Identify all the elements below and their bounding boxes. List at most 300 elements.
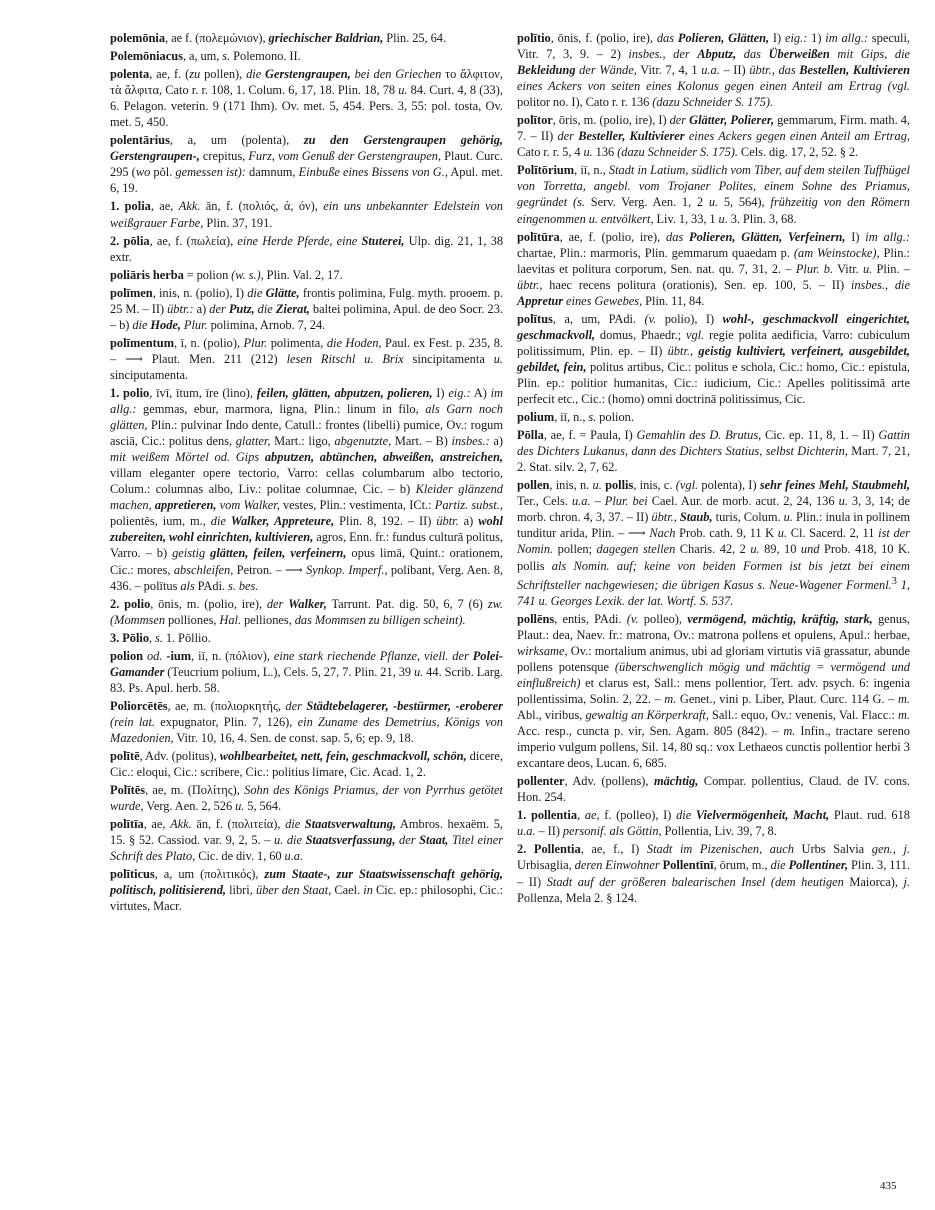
entry-text: j. [903, 874, 911, 889]
entry-text: polibant, Verg. Aen. 8, 436. – polītus [110, 562, 504, 593]
entry-text: Plin.: laevitas et politura corporum, Sen. nat. qu. 7, 31, 2. – [517, 245, 910, 276]
entry-text: Plin. 25, 64. [383, 31, 447, 45]
entry-text: 3. Plin. 3, 68. [727, 211, 797, 226]
entry-text: übtr., das [749, 63, 796, 78]
entry-text: eig.: [784, 31, 808, 45]
entry-text: , ae f. (πολεμώνιον), [165, 31, 269, 45]
entry-text: damnum, [245, 165, 299, 180]
entry-text: , Adv. (pollens), [564, 774, 654, 789]
entry-text: Besteller, Kultivierer [578, 129, 685, 144]
entry-text: ān, f. (πολιτεία), [191, 817, 286, 832]
entry-text: speculi, Vitr. 7, 3, 9. – 2) [517, 31, 910, 62]
entry-text: Walker, Appreteure, [230, 514, 335, 529]
entry-text: , ōrum, m., [713, 858, 771, 873]
entry-text: Mart.: ligo, [270, 434, 335, 449]
headword: polītē [110, 749, 140, 764]
entry-text: m. [897, 708, 911, 723]
entry-text: Titel einer Schrift des Plato, [110, 833, 504, 864]
entry-text: (dazu Schneider S. 175). [617, 145, 739, 160]
entry-text: vestes, Plin.: vestimenta, ICt.: [279, 498, 435, 513]
entry-text: übtr., [651, 510, 677, 525]
entry-text: wirksame, [517, 643, 568, 658]
entry-text: Polieren, Glätten, Verfeinern, [689, 229, 846, 244]
entry-text: m. [897, 692, 910, 706]
headword: 2. polio [110, 596, 151, 611]
entry-text: insbes.: [451, 434, 490, 449]
dictionary-entry [110, 816, 503, 864]
dictionary-entry [517, 311, 910, 407]
entry-text: gemmas, ebur, marmora, ligna, Plin.: linum in filo, [136, 402, 426, 417]
entry-text: u. [583, 145, 593, 160]
entry-text: als Garn noch glätten, [110, 402, 503, 433]
entry-text: u. [493, 351, 503, 366]
entry-text: Serv. Verg. Aen. 1, 2 [585, 195, 709, 210]
entry-text: (dazu Schneider S. 175). [652, 95, 774, 110]
entry-text: a) [458, 514, 479, 529]
entry-text: Polemono. II. [230, 49, 301, 64]
entry-text: eine stark riechende Pflanze, viell. der [273, 648, 469, 663]
entry-text: m. [783, 724, 796, 739]
entry-text: feilen, glätten, abputzen, polieren, [256, 385, 433, 400]
entry-text: Plin.: pulvinar Indo dente, Catull.: frontes (libelli) pumice, Ov.: rogum asciā, Cic.: politus dens, [110, 418, 503, 449]
entry-text: u. [708, 195, 719, 210]
dictionary-entry [517, 841, 910, 905]
entry-text: eines Ackers gegen einen Anteil am Ertrag, [688, 129, 910, 144]
headword: Polemōniacus [110, 49, 183, 64]
entry-text: Plur. [243, 335, 268, 350]
entry-text: (vgl. [675, 478, 699, 493]
entry-text: chartae, Plin.: marmoris, Plin. gemmarum quaedam p. [517, 245, 794, 260]
dictionary-entry [110, 596, 503, 628]
entry-text: der [285, 698, 302, 713]
entry-text: sinciputamenta. [110, 367, 189, 382]
entry-text: zw. (Mommsen [110, 596, 504, 627]
entry-text: die Hoden, [326, 335, 382, 350]
entry-text: glatter, [235, 434, 271, 449]
entry-text: villam eleganter opere tectorio, Varro: cellas columbarum albo tectorio, Colum.: columnas albo, Liv.: politae columnae, Cic. – b) [110, 466, 503, 497]
entry-text: polimina, Arnob. 7, 24. [207, 317, 326, 332]
entry-text: Pollenza, Mela 2. § 124. [517, 890, 637, 905]
entry-text: 1. Pōllio. [162, 630, 211, 645]
entry-text: dagegen stellen [596, 542, 676, 557]
headword: 2. pōlia [110, 233, 150, 248]
entry-text: m. [664, 692, 677, 706]
entry-text: Plaut. Curc. 295 ( [110, 149, 503, 180]
headword: 2. Pollentia [517, 842, 581, 857]
entry-text: , ae, f. ( [149, 67, 190, 82]
entry-text: der [399, 833, 416, 848]
entry-text: , [149, 630, 156, 645]
entry-text: Plur. bei [604, 494, 648, 509]
entry-text: , inis, c. [633, 478, 676, 493]
entry-text: (Teucrium polium, L.), Cels. 5, 27, 7. Plin. 21, 39 [164, 664, 414, 679]
entry-text: politor no. I), Cato r. r. 136 [517, 95, 653, 110]
entry-text: dicere, Cic.: eloqui, Cic.: scribere, Cic.: politius limare, Cic. Acad. 1, 2. [110, 749, 504, 780]
entry-text: Staatsverwaltung, [304, 817, 397, 832]
headword: poliāris herba [110, 267, 184, 282]
entry-text: als [180, 578, 195, 593]
entry-text: polleo), [638, 611, 688, 626]
entry-text: sehr feines Mehl, Staubmehl, [759, 478, 910, 493]
entry-text: Hode, [150, 317, 181, 332]
dictionary-entry [517, 162, 910, 226]
entry-text: Infin., tractare sereno imperio vulgum pollens, Sil. 14, 80 sq.: vox Lethaeos cunctis pollentior herbi 3 excantare deos, Lucan. 6, 685. [517, 724, 910, 771]
entry-text: Cl. Sacerd. 2, 11 [787, 526, 879, 541]
entry-text: 1) [807, 31, 826, 45]
headword: Polītōrium [517, 163, 575, 178]
entry-text: die [285, 817, 301, 832]
entry-text [761, 47, 769, 61]
entry-text: über den Staat, [255, 883, 332, 898]
entry-text: et clarus est, Sall.: mens pollentior, Tert. adv. psych. 6: ingenia pollentissima, Solin. 2, 22. – [517, 675, 910, 706]
entry-text: u.a. [284, 849, 304, 864]
entry-text: polimenta, [267, 335, 327, 350]
entry-text: 3 [891, 575, 897, 587]
entry-text: , ī, n. (polio), [174, 335, 244, 350]
entry-text: u. [783, 510, 793, 525]
headword: polium [517, 410, 555, 425]
entry-text: übtr.: [167, 301, 194, 316]
entry-text: eig.: [448, 385, 471, 400]
headword: Pollentīnī [662, 858, 714, 873]
entry-text: u. [750, 542, 760, 557]
entry-text: mit weißem Mörtel od. Gips [110, 450, 260, 465]
dictionary-entry [110, 782, 503, 814]
entry-text: Plin. 11, 84. [642, 293, 705, 308]
right-column [517, 30, 910, 908]
headword: polītīa [110, 817, 144, 832]
entry-text: pŏl. [150, 165, 176, 180]
entry-text: der [209, 301, 226, 316]
entry-text: , a, um (polenta), [169, 133, 304, 148]
entry-text: Mart. – B) [391, 434, 452, 449]
entry-text: – II) [535, 824, 563, 839]
entry-text: u. [413, 664, 424, 679]
entry-text: , inis, n. [549, 478, 593, 493]
entry-text: Liv. 1, 33, 1 [653, 211, 719, 226]
entry-text: I) [845, 229, 866, 244]
headword: -ium [166, 648, 192, 663]
dictionary-entry [110, 385, 503, 594]
entry-text: sincipitamenta [403, 351, 494, 366]
entry-text: – [590, 494, 605, 509]
entry-text: = polion [183, 267, 232, 282]
entry-text: ān, f. (πολιός, ά, όν), [200, 199, 324, 214]
entry-text: personif. als Göttin, [562, 824, 662, 839]
entry-text: die [246, 67, 262, 82]
entry-text: eines Gewebes, [566, 293, 643, 308]
dictionary-entry [110, 30, 503, 46]
entry-text: Gattin des Dichters Lukanus, dann des Dichters Statius, selbst Dichterin, [517, 428, 910, 459]
dictionary-entry [110, 233, 503, 265]
entry-text: polliones, [165, 612, 220, 627]
entry-text: polion. [596, 410, 634, 425]
entry-text: wohl zubereiten, wohl einrichten, kultivieren, [110, 514, 503, 545]
dictionary-entry [110, 698, 503, 746]
entry-text: lesen Ritschl u. Brix [286, 351, 404, 366]
dictionary-entry [517, 477, 910, 609]
entry-text: crepitus, [199, 149, 249, 164]
entry-text: ist der Nomin. [517, 526, 910, 557]
headword: polītūra [517, 229, 560, 244]
entry-text: zu [189, 67, 201, 82]
entry-text: Zierat, [275, 301, 310, 316]
entry-text: Vielvermögenheit, Macht, [695, 808, 830, 823]
entry-text: , [577, 808, 585, 823]
entry-text: Ulp. dig. 21, 1, 38 extr. [110, 233, 504, 264]
entry-text: zum Staate-, zur Staatswissenschaft gehörig, politisch, politisierend, [110, 867, 503, 898]
entry-text: Plin. 37, 191. [203, 215, 273, 230]
entry-text: 89, 10 [759, 542, 801, 557]
dictionary-entry [110, 335, 503, 383]
entry-text: opus limā, Quint.: orationem, Cic.: mores, [110, 546, 504, 577]
headword: 1. pollentia [517, 808, 578, 823]
entry-text: , ae, f. (πωλεία), [149, 233, 238, 248]
dictionary-entry [110, 866, 503, 914]
headword: Polītēs [110, 783, 146, 798]
dictionary-entry [517, 112, 910, 160]
entry-text: Staatsverfassung, [305, 833, 396, 848]
headword: pollēns [517, 611, 555, 626]
entry-text: abputzen, abtünchen, abweißen, anstreichen, [264, 450, 503, 465]
entry-text: der [557, 129, 574, 144]
entry-text: Paul. ex Fest. p. 235, 8. – ⟶ Plaut. Men. 211 (212) [110, 335, 504, 366]
entry-text: gemessen ist): [175, 165, 246, 180]
entry-text: griechischer Baldrian, [268, 31, 384, 45]
entry-text: polio), I) [656, 311, 723, 326]
entry-text: u. [235, 799, 245, 814]
entry-text: Hal. [219, 612, 242, 627]
entry-text: Sall.: equo, Ov.: venenis, Val. Flacc.: [708, 708, 898, 723]
entry-text: Staub, [679, 510, 713, 525]
entry-text: das [743, 47, 761, 62]
entry-text: die [210, 514, 226, 529]
entry-text: Sohn des Königs Priamus, der von Pyrrhus getötet wurde, [110, 783, 503, 814]
page-number: 435 [880, 1180, 897, 1192]
entry-text: , entis, PAdi. [554, 611, 627, 626]
entry-text: Stuterei, [361, 233, 405, 248]
entry-text: I) [432, 385, 449, 400]
entry-text: zu den Gerstengraupen gehörig, Gerstengraupen-, [110, 133, 503, 164]
entry-text: deren Einwohner [574, 858, 660, 873]
entry-text: u. [777, 526, 788, 541]
entry-text: Cels. dig. 17, 2, 52. § 2. [738, 145, 859, 160]
entry-text: Akk. [178, 199, 201, 214]
entry-text: Petron. – ⟶ [233, 562, 307, 577]
entry-text: gen., [871, 842, 896, 857]
entry-text: appretieren, [154, 498, 217, 513]
entry-text: a) [193, 301, 210, 316]
entry-text: domus, Phaedr.; [595, 327, 686, 342]
entry-text: expugnator, Plin. 7, 126), [155, 714, 298, 729]
entry-text: , ae, m. (Πολίτης), [145, 783, 245, 798]
entry-text: und [800, 542, 820, 557]
entry-text: Plur. [183, 317, 208, 332]
entry-text: 44. Scrib. Larg. 83. Ps. Apul. herb. 58. [110, 664, 503, 695]
entry-text: Cato r. r. 5, 4 [517, 145, 584, 160]
entry-text: Cael. [331, 883, 364, 898]
entry-text: eine Herde Pferde, eine [237, 233, 358, 248]
entry-text: das [656, 31, 675, 45]
entry-text: Plin. – [872, 261, 910, 276]
entry-text: u.a. [701, 63, 720, 78]
entry-text: s. [222, 49, 231, 64]
entry-text: Abl., viribus, [517, 708, 586, 723]
entry-text: A) [470, 385, 491, 400]
entry-text: Überweißen [768, 47, 830, 62]
entry-text: – II) [719, 63, 750, 78]
entry-text: polenta), I) [698, 478, 760, 493]
entry-text: im allg.: [110, 385, 503, 417]
entry-text: I) [769, 31, 785, 45]
headword: 1. polia [110, 199, 151, 214]
entry-text: , iī, n., [574, 163, 609, 178]
dictionary-entry [110, 132, 503, 196]
entry-text: , ōris, m. (polio, ire), I) [552, 113, 670, 128]
entry-text: Cic. ep.: philosophi, Cic.: virtutes, Macr. [110, 883, 504, 914]
entry-text: wo [135, 165, 151, 180]
entry-text: geistig [172, 546, 206, 561]
entry-text: Apul. met. 6, 19. [110, 165, 503, 196]
entry-text: gewaltig an Körperkraft, [585, 708, 709, 723]
entry-text: Plin. 8, 192. – II) [334, 514, 437, 529]
entry-text: turis, Colum. [712, 510, 784, 525]
entry-text: Abputz, [697, 47, 737, 62]
entry-text: Gerstengraupen, [265, 67, 351, 82]
entry-text: Appretur [517, 293, 564, 308]
entry-text: (v. [626, 611, 639, 626]
dictionary-entry [517, 229, 910, 309]
entry-text: pollen), [200, 67, 247, 82]
entry-text: Compar. pollentius, Claud. de IV. cons. Hon. 254. [517, 774, 910, 805]
entry-text: Urbs Salvia [793, 842, 872, 857]
headword: polemōnia [110, 31, 166, 45]
entry-text: (am Weinstocke), [793, 245, 880, 260]
entry-text: im allg.: [865, 229, 910, 244]
entry-text: Polieren, Glätten, [677, 31, 770, 45]
entry-text: PAdi. [194, 578, 229, 593]
dictionary-entry [517, 807, 910, 839]
entry-text: Putz, [228, 301, 255, 316]
entry-text: abschleifen, [173, 562, 234, 577]
entry-text: die [770, 858, 786, 873]
entry-text: Pollentiner, [788, 858, 849, 873]
headword: pollen [517, 478, 550, 493]
entry-text: Plaut. rud. 618 [829, 808, 910, 823]
dictionary-entry [517, 427, 910, 475]
entry-text: (v. [644, 311, 657, 326]
entry-text: Stadt in Latium, südlich vom Tiber, auf dem steilen Tuffhügel von Torretta, angebl. vom Trojaner Polites, einem Sohne des Priamus, gegründet (s. [517, 163, 910, 210]
entry-text: , ae, f., I) [580, 842, 647, 857]
entry-text: , ae, f. (polio, ire), [559, 229, 666, 244]
entry-text: das Mommsen zu billigen scheint). [294, 612, 466, 627]
entry-text: haec recens politura (orationis), Sen. ep. 100, 5. – II) [542, 277, 851, 292]
entry-text: regie polita aedificia, Varro: cubiculum politissimum, Plin. ep. – II) [517, 327, 910, 358]
entry-text: Cic. ep. 11, 8, 1. – II) [761, 428, 879, 443]
entry-text: Mart. 7, 21, 2. Stat. silv. 2, 7, 62. [517, 444, 910, 475]
entry-text: Cic. de div. 1, 60 [195, 849, 285, 864]
headword: polīmen [110, 285, 153, 300]
entry-text: geistig kultiviert, verfeinert, ausgebildet, gebildet, fein, [517, 343, 911, 374]
entry-text: ein Zuname des Demetrius, Königs von Mazedonien, [110, 714, 503, 745]
entry-text: die [257, 301, 273, 316]
entry-text: im allg.: [825, 31, 868, 45]
entry-text: Prob. 418, 10 K. pollis [517, 542, 911, 573]
entry-text: j. [903, 842, 911, 857]
entry-text: , inis, n. (polio), I) [152, 285, 248, 300]
dictionary-entry [517, 773, 910, 805]
headword: polentārius [110, 133, 170, 148]
entry-text: f. (polleo), I) [599, 808, 677, 823]
entry-text: agros, Enn. fr.: fundus culturā politus, Varro. – b) [110, 530, 503, 561]
entry-text: polientēs, ium, m., [110, 514, 211, 529]
dictionary-entry [110, 630, 503, 646]
headword: pollis [605, 478, 634, 493]
headword: 1. polio [110, 385, 150, 400]
entry-text: Partiz. subst., [434, 498, 503, 513]
dictionary-entry [110, 748, 503, 780]
entry-text: (w. s.), [231, 267, 264, 282]
entry-text: Maiorca), [843, 874, 904, 889]
entry-text: Vitr. 7, 4, 1 [636, 63, 702, 78]
dictionary-entry [110, 66, 503, 130]
entry-text: glätten, feilen, verfeinern, [210, 546, 347, 561]
entry-text: Ter., Cels. [517, 494, 572, 509]
entry-text: s. [155, 630, 163, 645]
entry-text: Walker, [288, 596, 327, 611]
entry-text: Nach [649, 526, 676, 541]
entry-text: u.a. [571, 494, 591, 509]
entry-text: 136 [592, 145, 618, 160]
entry-text: insbes., der [628, 47, 690, 62]
entry-text: , ae, f. = Paula, I) [543, 428, 637, 443]
entry-text: Stadt im Pizenischen, auch [646, 842, 794, 857]
entry-text: Plur. b. [795, 261, 834, 276]
entry-text: Plin. Val. 2, 17. [263, 267, 343, 282]
entry-text: Gemahlin des D. Brutus, [636, 428, 762, 443]
entry-text: Synkop. Imperf., [306, 562, 388, 577]
entry-text: libri, [226, 883, 256, 898]
entry-text: Vitr. 10, 16, 4. Sen. de const. sap. 5, 6; ep. 9, 18. [173, 730, 414, 745]
dictionary-entry [110, 648, 503, 696]
entry-text: Einbuße eines Bissens von G., [298, 165, 448, 180]
entry-text: Akk. [170, 817, 192, 832]
entry-text: , a, um (πολιτικός), [154, 867, 265, 882]
headword: polītio [517, 31, 551, 45]
entry-text: u.a. [517, 824, 536, 839]
entry-text: Bekleidung [517, 63, 576, 78]
entry-text: u. [862, 261, 873, 276]
entry-text: , ōnis, m. (polio, ire), [150, 596, 267, 611]
entry-text: baltei polimina, Apul. de deo Socr. 23. – b) [110, 301, 503, 332]
entry-text: u. [838, 494, 848, 509]
entry-text: , a, um, PAdi. [552, 311, 645, 326]
entry-text: u. die [273, 833, 302, 848]
entry-text: ein uns unbekannter Edelstein von weißgrauer Farbe, [110, 199, 504, 230]
entry-text: Kleider glänzend machen, [110, 482, 503, 513]
entry-text: , ōnis, f. (polio, ire), [550, 31, 657, 45]
entry-text: eines Ackers von seiten eines Kolonus gegen einen Anteil am Ertrag (vgl. [517, 79, 910, 94]
entry-text: Ambros. hexaëm. 5, 15. § 52. Cassiod. var. 9, 2, 5. – [110, 817, 504, 848]
entry-text: Ov.: mortalium animus, ubi ad gloriam virtutis viā grassatur, abunde pollens potensque [517, 643, 910, 674]
entry-text: Bestellen, Kultivieren [799, 63, 910, 78]
entry-text: frühzeitig von den Römern eingenommen u. entvölkert, [517, 195, 911, 226]
entry-text: Tarrunt. Pat. dig. 50, 6, 7 (6) [326, 596, 488, 611]
entry-text: der [266, 596, 284, 611]
headword: polion [110, 648, 144, 663]
dictionary-entry [517, 30, 910, 110]
entry-text: vom Walker, [219, 498, 280, 513]
